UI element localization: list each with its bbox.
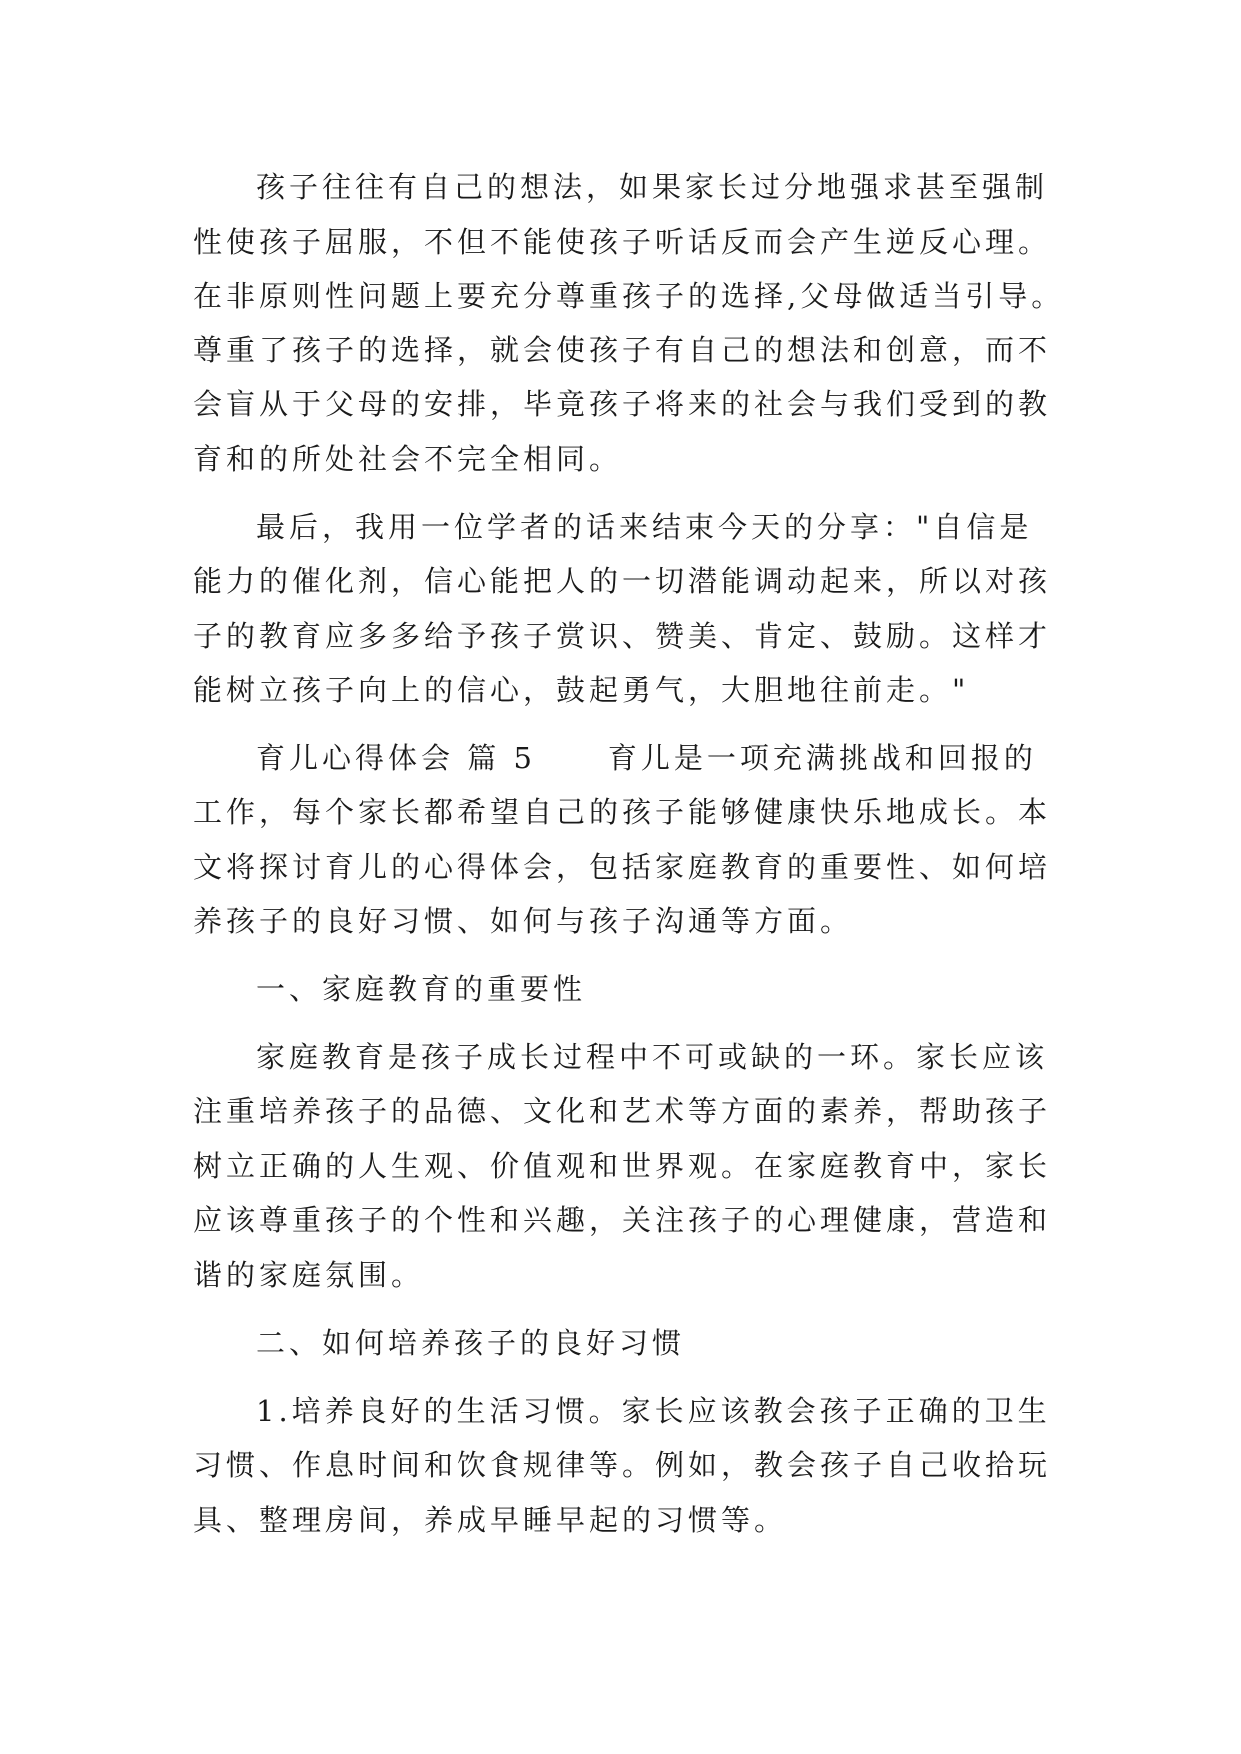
paragraph-line: 应该尊重孩子的个性和兴趣，关注孩子的心理健康，营造和 — [193, 1203, 1052, 1237]
heading-continuation: 育儿是一项充满挑战和回报的 — [607, 741, 1037, 775]
paragraph-line: 性使孩子屈服，不但不能使孩子听话反而会产生逆反心理。 — [193, 225, 1052, 259]
subheading-line: 二、如何培养孩子的良好习惯 — [256, 1326, 686, 1360]
paragraph-line: 能树立孩子向上的信心，鼓起勇气，大胆地往前走。" — [193, 673, 970, 707]
section-title: 育儿心得体会 — [256, 741, 455, 775]
paragraph-line: 最后，我用一位学者的话来结束今天的分享："自信是 — [256, 510, 1033, 544]
paragraph-line: 会盲从于父母的安排，毕竟孩子将来的社会与我们受到的教 — [193, 387, 1052, 421]
paragraph-line: 育和的所处社会不完全相同。 — [193, 442, 623, 476]
paragraph-line: 子的教育应多多给予孩子赏识、赞美、肯定、鼓励。这样才 — [193, 619, 1052, 653]
paragraph-line: 谐的家庭氛围。 — [193, 1258, 425, 1292]
paragraph-line: 能力的催化剂，信心能把人的一切潜能调动起来，所以对孩 — [193, 564, 1052, 598]
paragraph-line: 养孩子的良好习惯、如何与孩子沟通等方面。 — [193, 904, 854, 938]
paragraph-line: 在非原则性问题上要充分尊重孩子的选择,父母做适当引导。 — [193, 279, 1065, 313]
paragraph-line: 工作，每个家长都希望自己的孩子能够健康快乐地成长。本 — [193, 795, 1052, 829]
section-number: 篇 5 — [467, 741, 536, 775]
paragraph-line: 尊重了孩子的选择，就会使孩子有自己的想法和创意，而不 — [193, 333, 1052, 367]
paragraph-line: 具、整理房间，养成早睡早起的习惯等。 — [193, 1503, 788, 1537]
paragraph-line: 文将探讨育儿的心得体会，包括家庭教育的重要性、如何培 — [193, 850, 1052, 884]
paragraph-line: 1.培养良好的生活习惯。家长应该教会孩子正确的卫生 — [256, 1394, 1051, 1428]
paragraph-line: 家庭教育是孩子成长过程中不可或缺的一环。家长应该 — [256, 1040, 1049, 1074]
paragraph-line: 树立正确的人生观、价值观和世界观。在家庭教育中，家长 — [193, 1149, 1052, 1183]
section-heading-line — [256, 738, 1037, 778]
paragraph-line: 习惯、作息时间和饮食规律等。例如，教会孩子自己收拾玩 — [193, 1448, 1052, 1482]
paragraph-line: 孩子往往有自己的想法，如果家长过分地强求甚至强制 — [256, 170, 1049, 204]
subheading-line: 一、家庭教育的重要性 — [256, 972, 587, 1006]
paragraph-line: 注重培养孩子的品德、文化和艺术等方面的素养，帮助孩子 — [193, 1094, 1052, 1128]
